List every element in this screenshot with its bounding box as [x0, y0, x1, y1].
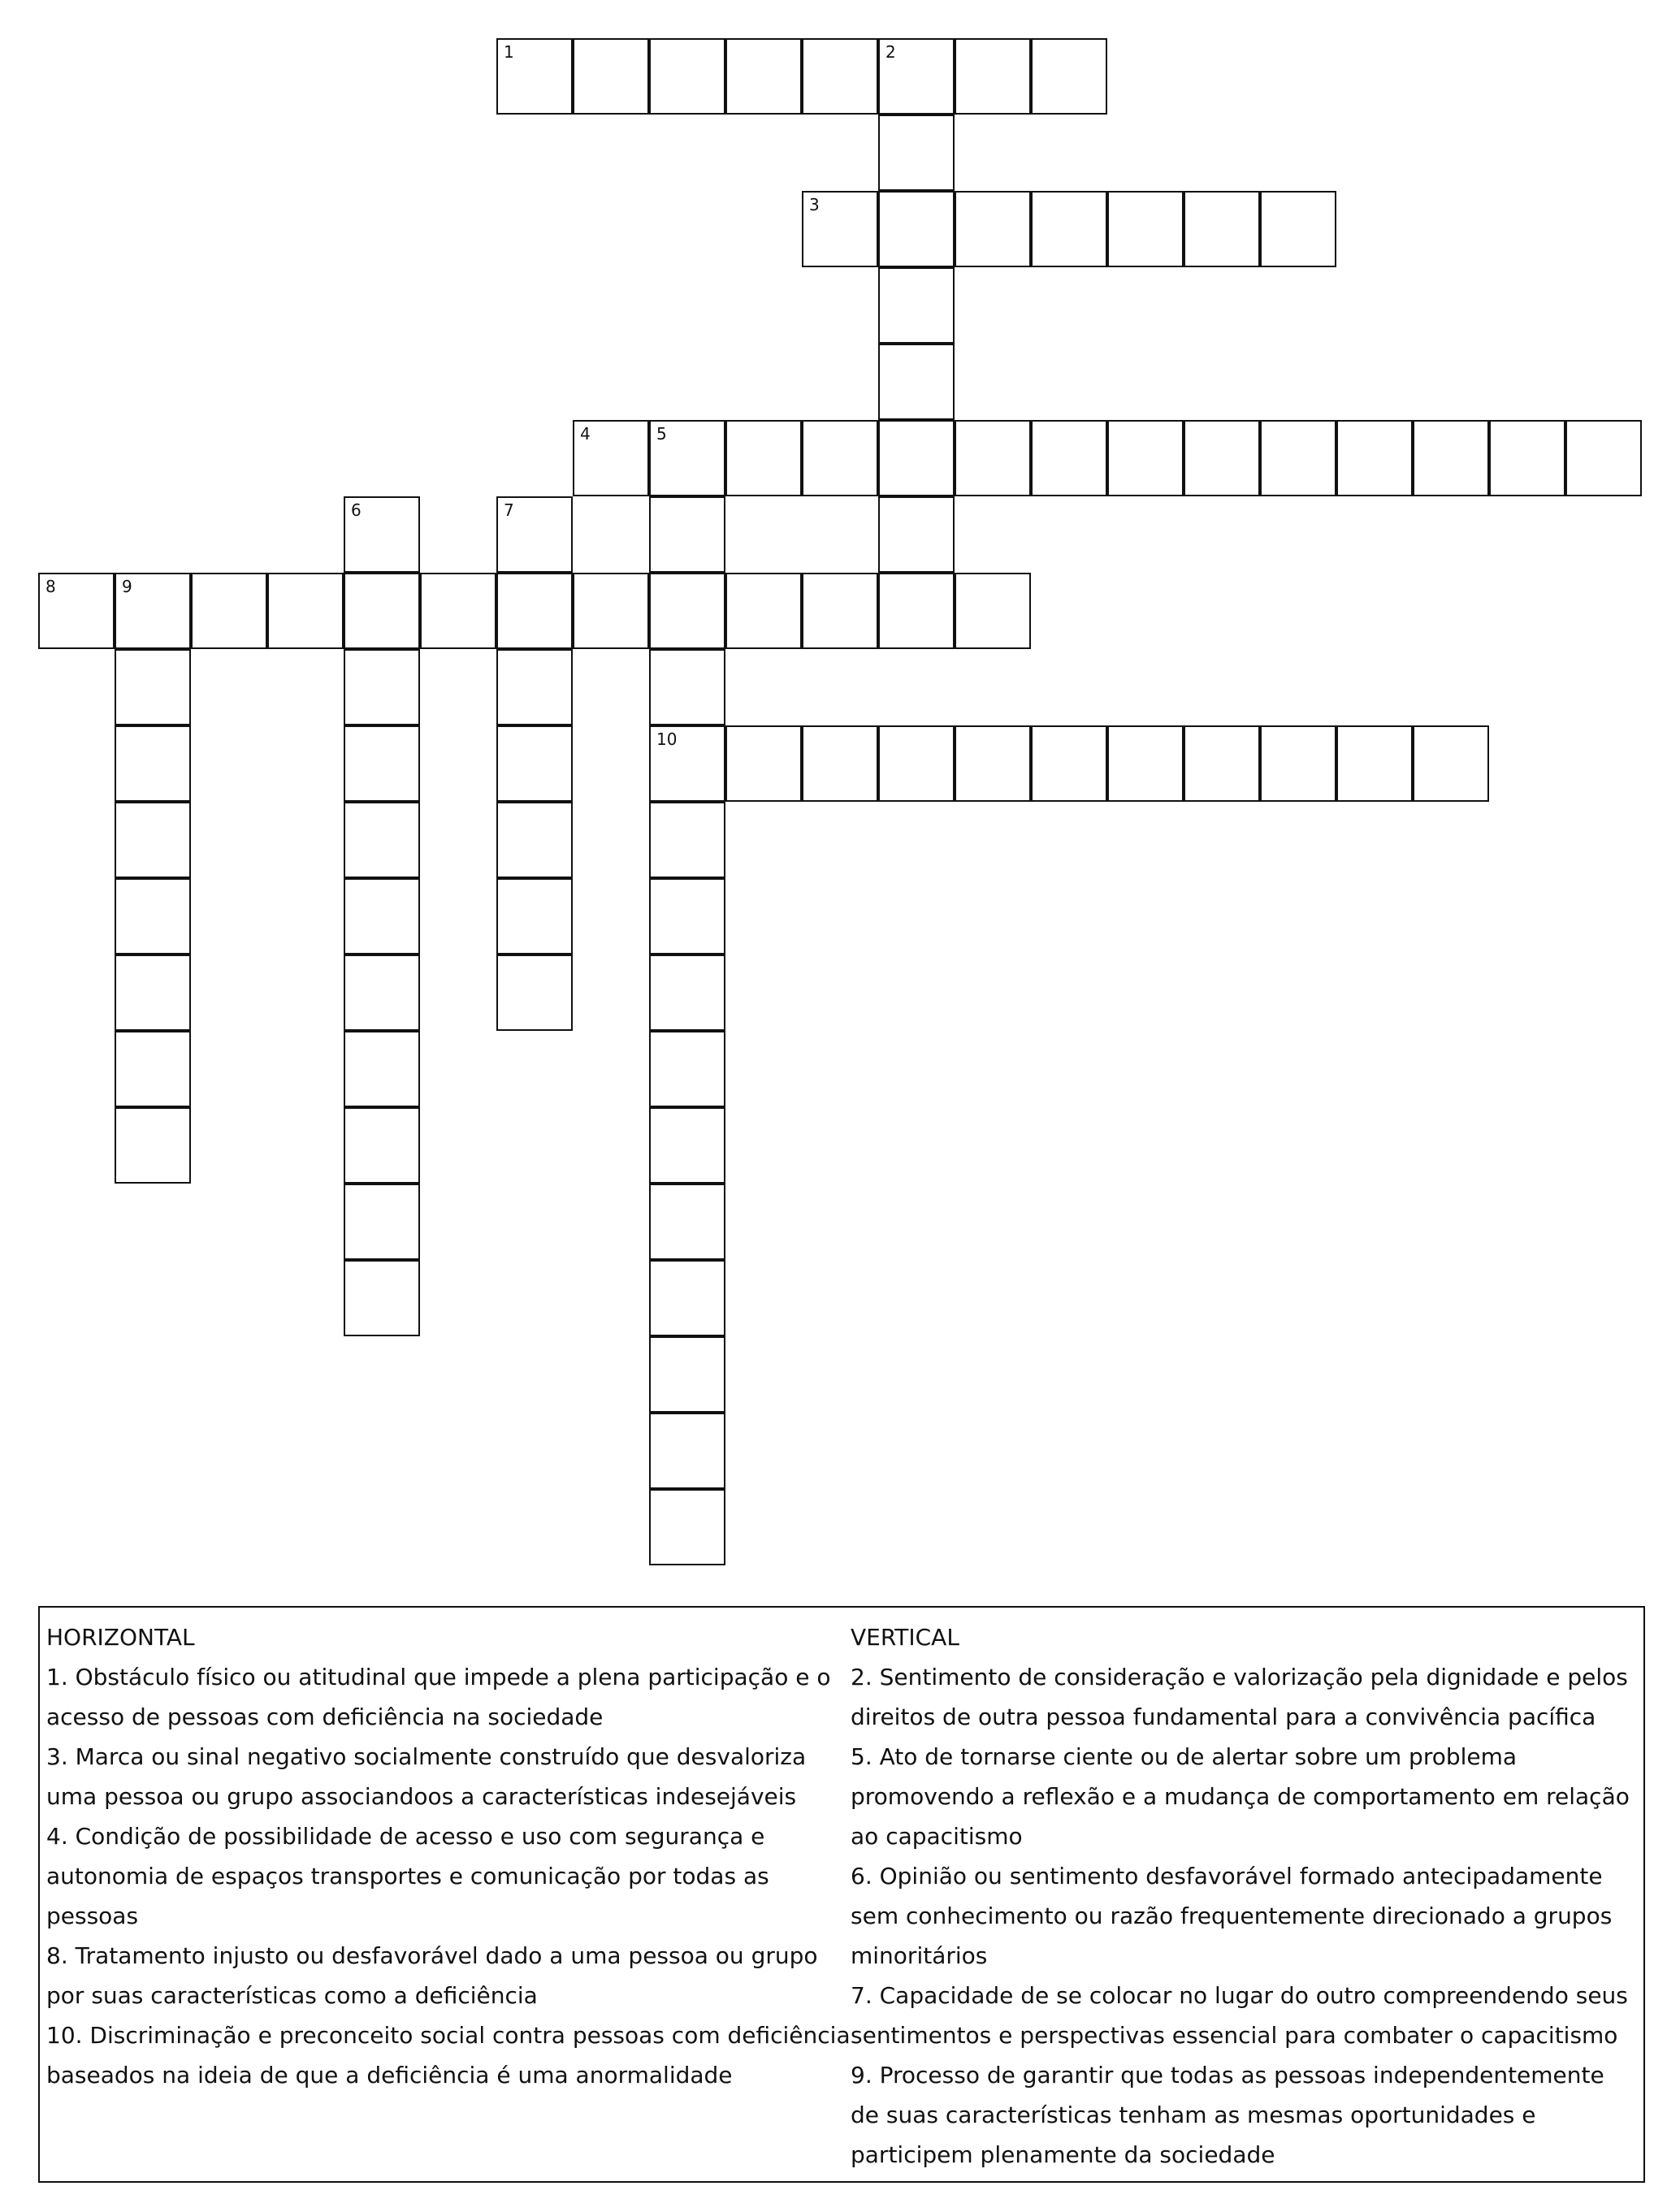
grid-cell[interactable] — [649, 1413, 725, 1489]
grid-cell[interactable] — [115, 573, 191, 649]
clue-number: 1 — [504, 42, 514, 62]
grid-cell[interactable] — [725, 573, 802, 649]
grid-cell[interactable] — [878, 496, 955, 573]
clue-number: 5 — [656, 424, 667, 444]
grid-cell[interactable] — [115, 725, 191, 802]
grid-cell[interactable] — [1413, 725, 1489, 802]
grid-cell[interactable] — [115, 954, 191, 1031]
grid-cell[interactable] — [115, 802, 191, 878]
grid-cell[interactable] — [955, 191, 1031, 267]
grid-cell[interactable] — [344, 1107, 420, 1184]
grid-cell[interactable] — [1260, 725, 1336, 802]
grid-cell[interactable] — [802, 420, 878, 496]
grid-cell[interactable] — [649, 649, 725, 725]
grid-cell[interactable] — [496, 802, 573, 878]
grid-cell[interactable] — [649, 38, 725, 115]
vertical-clues — [851, 1617, 1630, 2175]
horizontal-clues — [46, 1617, 851, 2095]
grid-cell[interactable] — [649, 1260, 725, 1336]
vertical-clue-5: 5. Ato de tornarse ciente ou de alertar sobre um problema promovendo a reflexão e a mudança de comportamento em relação ao capacitismo — [851, 1743, 1630, 1850]
grid-cell[interactable] — [649, 420, 725, 496]
clue-number: 2 — [885, 42, 896, 62]
grid-cell[interactable] — [1107, 725, 1184, 802]
grid-cell[interactable] — [802, 38, 878, 115]
grid-cell[interactable] — [955, 38, 1031, 115]
grid-cell[interactable] — [955, 573, 1031, 649]
clues-box — [38, 1606, 1645, 2183]
grid-cell[interactable] — [649, 802, 725, 878]
grid-cell[interactable] — [344, 496, 420, 573]
grid-cell[interactable] — [725, 725, 802, 802]
grid-cell[interactable] — [878, 573, 955, 649]
clue-number: 3 — [809, 195, 820, 214]
grid-cell[interactable] — [1336, 725, 1413, 802]
grid-cell[interactable] — [649, 496, 725, 573]
grid-cell[interactable] — [115, 878, 191, 954]
clue-number: 8 — [45, 577, 56, 596]
grid-cell[interactable] — [344, 1184, 420, 1260]
vertical-clue-7: 7. Capacidade de se colocar no lugar do outro compreendendo seus sentimentos e perspectivas essencial para combater o capacitismo — [851, 1982, 1628, 2049]
grid-cell[interactable] — [1184, 725, 1260, 802]
grid-cell[interactable] — [496, 649, 573, 725]
grid-cell[interactable] — [420, 573, 496, 649]
grid-cell[interactable] — [1336, 420, 1413, 496]
clue-number: 4 — [580, 424, 591, 444]
grid-cell[interactable] — [496, 38, 573, 115]
grid-cell[interactable] — [878, 420, 955, 496]
grid-cell[interactable] — [1107, 191, 1184, 267]
grid-cell[interactable] — [649, 1031, 725, 1107]
vertical-title: VERTICAL — [851, 1624, 959, 1651]
grid-cell[interactable] — [1107, 420, 1184, 496]
clue-number: 9 — [122, 577, 132, 596]
horizontal-clue-1: 1. Obstáculo físico ou atitudinal que impede a plena participação e o acesso de pessoas com deficiência na sociedade — [46, 1664, 831, 1730]
grid-cell[interactable] — [649, 1489, 725, 1565]
vertical-clue-2: 2. Sentimento de consideração e valorização pela dignidade e pelos direitos de outra pessoa fundamental para a convivência pacífica — [851, 1664, 1628, 1730]
grid-cell[interactable] — [573, 573, 649, 649]
grid-cell[interactable] — [725, 420, 802, 496]
grid-cell[interactable] — [878, 725, 955, 802]
grid-cell[interactable] — [1031, 725, 1107, 802]
grid-cell[interactable] — [115, 1031, 191, 1107]
grid-cell[interactable] — [802, 725, 878, 802]
grid-cell[interactable] — [878, 38, 955, 115]
grid-cell[interactable] — [878, 267, 955, 344]
grid-cell[interactable] — [649, 573, 725, 649]
grid-cell[interactable] — [878, 115, 955, 191]
grid-cell[interactable] — [344, 1031, 420, 1107]
horizontal-clue-10: 10. Discriminação e preconceito social contra pessoas com deficiência baseados na ideia de que a deficiência é uma anormalidade — [46, 2022, 851, 2089]
grid-cell[interactable] — [344, 802, 420, 878]
grid-cell[interactable] — [1184, 420, 1260, 496]
grid-cell[interactable] — [1489, 420, 1565, 496]
horizontal-clue-4: 4. Condição de possibilidade de acesso e uso com segurança e autonomia de espaços transportes e comunicação por todas as pessoas — [46, 1823, 769, 1929]
grid-cell[interactable] — [115, 649, 191, 725]
grid-cell[interactable] — [496, 725, 573, 802]
grid-cell[interactable] — [802, 573, 878, 649]
grid-cell[interactable] — [344, 878, 420, 954]
grid-cell[interactable] — [955, 420, 1031, 496]
clue-number: 6 — [351, 500, 362, 520]
clue-number: 7 — [504, 500, 514, 520]
grid-cell[interactable] — [344, 573, 420, 649]
grid-cell[interactable] — [344, 954, 420, 1031]
horizontal-clue-3: 3. Marca ou sinal negativo socialmente construído que desvaloriza uma pessoa ou grupo associandoos a características indesejáveis — [46, 1743, 807, 1810]
grid-cell[interactable] — [649, 1184, 725, 1260]
clue-number: 10 — [656, 729, 678, 749]
grid-cell[interactable] — [344, 1260, 420, 1336]
grid-cell[interactable] — [191, 573, 267, 649]
grid-cell[interactable] — [1413, 420, 1489, 496]
grid-cell[interactable] — [344, 649, 420, 725]
grid-cell[interactable] — [496, 954, 573, 1031]
grid-cell[interactable] — [802, 191, 878, 267]
grid-cell[interactable] — [725, 38, 802, 115]
grid-cell[interactable] — [1031, 191, 1107, 267]
grid-cell[interactable] — [649, 1336, 725, 1413]
grid-cell[interactable] — [649, 954, 725, 1031]
horizontal-title: HORIZONTAL — [46, 1624, 195, 1651]
grid-cell[interactable] — [573, 420, 649, 496]
grid-cell[interactable] — [878, 191, 955, 267]
vertical-clue-9: 9. Processo de garantir que todas as pessoas independentemente de suas características tenham as mesmas oportunidades e participem plenamente da sociedade — [851, 2062, 1604, 2168]
horizontal-clue-8: 8. Tratamento injusto ou desfavorável dado a uma pessoa ou grupo por suas características como a deficiência — [46, 1942, 818, 2009]
grid-cell[interactable] — [496, 496, 573, 573]
grid-cell[interactable] — [1031, 420, 1107, 496]
grid-cell[interactable] — [496, 573, 573, 649]
grid-cell[interactable] — [38, 573, 115, 649]
grid-cell[interactable] — [1565, 420, 1642, 496]
grid-cell[interactable] — [878, 344, 955, 420]
grid-cell[interactable] — [1260, 191, 1336, 267]
grid-cell[interactable] — [573, 38, 649, 115]
grid-cell[interactable] — [649, 878, 725, 954]
grid-cell[interactable] — [955, 725, 1031, 802]
grid-cell[interactable] — [496, 878, 573, 954]
grid-cell[interactable] — [1260, 420, 1336, 496]
grid-cell[interactable] — [649, 725, 725, 802]
grid-cell[interactable] — [267, 573, 344, 649]
vertical-clue-6: 6. Opinião ou sentimento desfavorável formado antecipadamente sem conhecimento ou razão frequentemente direcionado a grupos minoritários — [851, 1863, 1613, 1969]
grid-cell[interactable] — [649, 1107, 725, 1184]
grid-cell[interactable] — [1184, 191, 1260, 267]
grid-cell[interactable] — [115, 1107, 191, 1184]
grid-cell[interactable] — [1031, 38, 1107, 115]
grid-cell[interactable] — [344, 725, 420, 802]
